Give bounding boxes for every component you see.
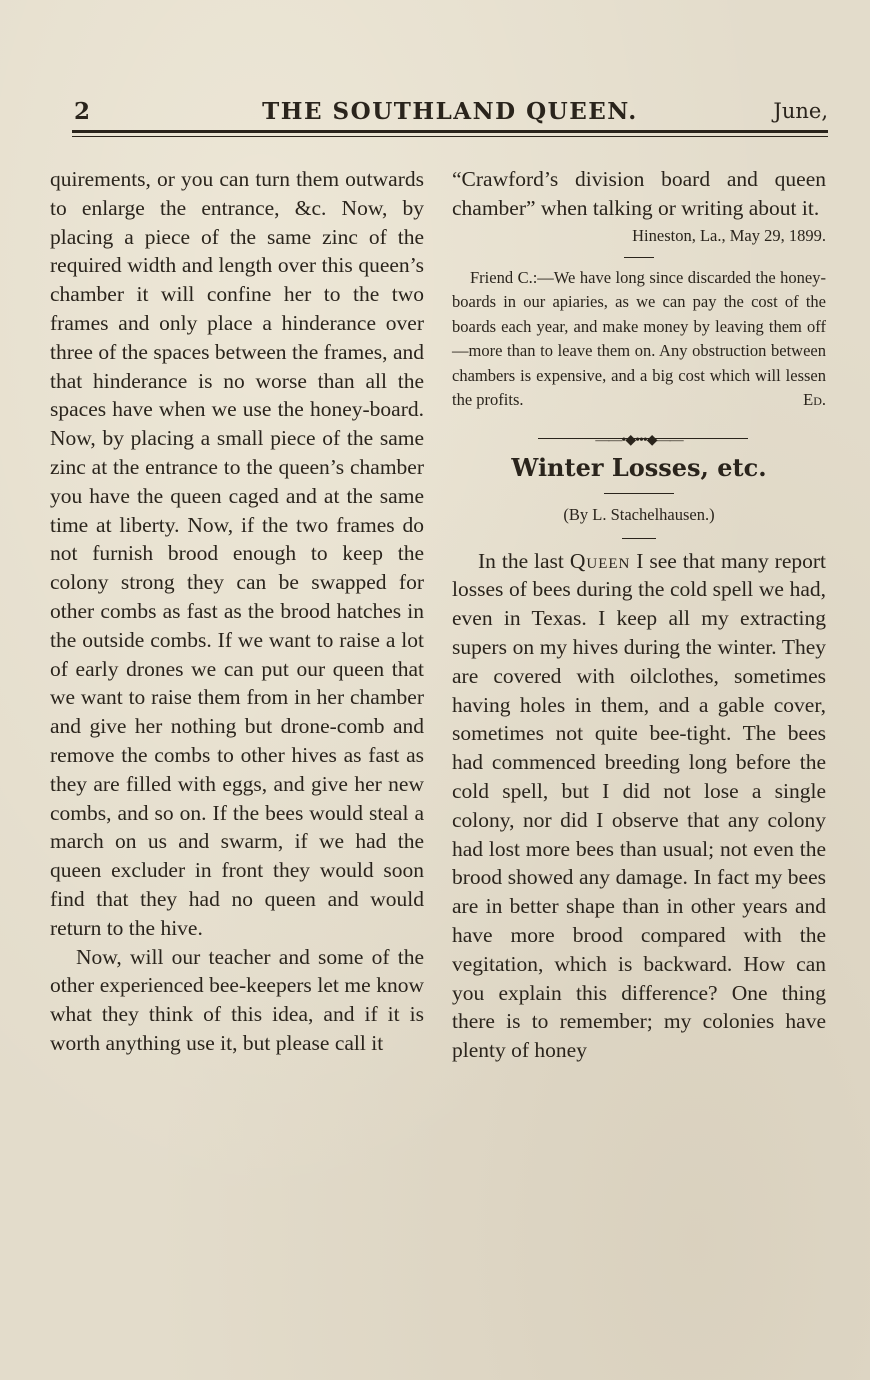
running-title: THE SOUTHLAND QUEEN. bbox=[262, 98, 638, 125]
title-rule bbox=[604, 493, 674, 494]
left-paragraph-1: quirements, or you can turn them outwards to enlarge the entrance, &c. Now, by placing a piece of the same zinc of the required width and length over this queen’s chamber it will confine her to the two frames and only place a hinderance over three of the spaces between the frames, and that hinderance is no worse than all the spaces have when we use the honey-board. Now, by placing a small piece of the same zinc at the entrance to the queen’s chamber you have the queen caged and at the same time at liberty. Now, if the two frames do not furnish brood enough to keep the colony strong they can be swapped for other combs as fast as the brood hatches in the outside combs. If we want to raise a lot of early drones we can put our queen that we want to raise them from in her chamber and give her nothing but drone-comb and remove the combs to other hives as fast as they are filled with eggs, and give her new combs, and so on. If the bees would steal a march on us and swarm, if we had the queen excluder in front they would soon find that they had no queen and would return to the hive. bbox=[50, 167, 424, 940]
queen-small-caps: Queen bbox=[569, 548, 631, 573]
ornament-glyph: ——•◆•••◆—— bbox=[595, 432, 683, 448]
dateline-rule bbox=[624, 257, 654, 258]
article-lead: In the last bbox=[478, 548, 570, 573]
running-header bbox=[72, 98, 828, 132]
ornament-line-right bbox=[688, 438, 748, 439]
page-number: 2 bbox=[74, 98, 91, 125]
header-rule-thin bbox=[72, 136, 828, 137]
left-paragraph-2: Now, will our teacher and some of the other experienced bee-keepers let me know what they think of this idea, and if it is worth anything use it, but please call it bbox=[50, 944, 424, 1055]
editor-signature: Ed. bbox=[803, 390, 826, 410]
section-ornament bbox=[452, 427, 826, 449]
article-title: Winter Losses, etc. bbox=[511, 452, 767, 482]
editor-note-text: Friend C.:—We have long since discarded the honey-boards in our apiaries, as we can pay the cost of the boards each year, and make money by leaving them off—more than to leave them on. Any obstruction between chambers is expensive, and a big cost which will lessen the profits. bbox=[452, 267, 826, 410]
article-byline: (By L. Stachelhausen.) bbox=[563, 504, 715, 524]
header-rule-thick bbox=[72, 130, 828, 133]
editor-note bbox=[452, 266, 826, 413]
left-column bbox=[50, 165, 424, 1058]
article-body bbox=[452, 547, 826, 1065]
continuation-paragraph: “Crawford’s division board and queen chamber” when talking or writing about it. bbox=[452, 167, 826, 220]
dateline: Hineston, La., May 29, 1899. bbox=[632, 225, 826, 245]
issue-month: June, bbox=[773, 99, 828, 123]
article-body-text: I see that many report losses of bees during the cold spell we had, even in Texas. I keep all my extracting supers on my hives during the winter. They are covered with oilclothes, sometimes having holes in them, and a gable cover, sometimes not quite bee-tight. The bees had commenced breeding long before the cold spell, but I did not lose a single colony, nor did I observe that any colony had lost more bees than usual; not even the brood showed any damage. In fact my bees are in better shape than in other years and have more brood compared with the vegitation, which is backward. How can you explain this difference? One thing there is to remember; my colonies have plenty of honey bbox=[452, 548, 826, 1063]
right-column bbox=[452, 165, 826, 1065]
byline-rule bbox=[622, 538, 656, 539]
